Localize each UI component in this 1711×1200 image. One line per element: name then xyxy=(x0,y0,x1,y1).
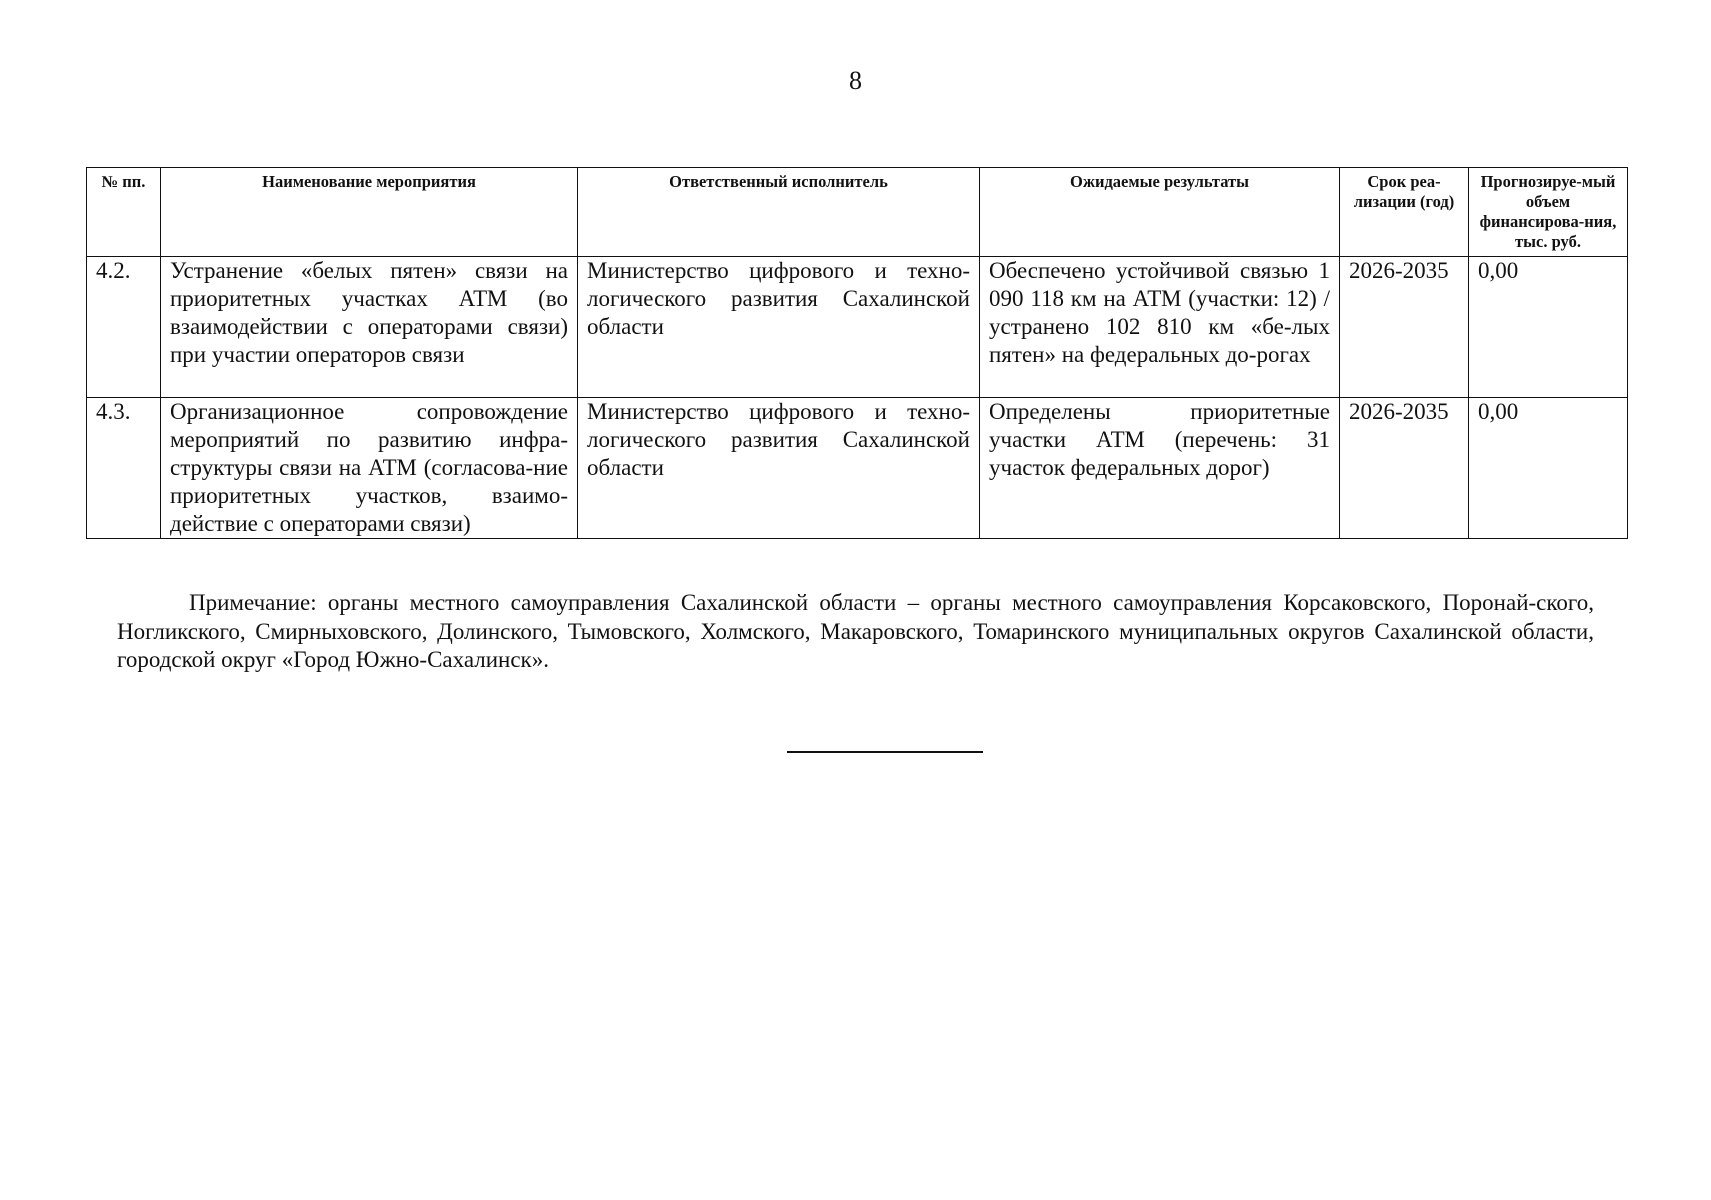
header-period: Срок реа-лизации (год) xyxy=(1340,168,1469,257)
activities-table xyxy=(86,167,1628,539)
cell-results: Определены приоритетные участки АТМ (перечень: 31 участок федеральных дорог) xyxy=(980,398,1340,539)
cell-num: 4.3. xyxy=(87,398,161,539)
cell-executor: Министерство цифрового и техно-логического развития Сахалинской области xyxy=(578,398,980,539)
table-row xyxy=(87,398,1628,539)
page-number: 8 xyxy=(849,66,862,95)
cell-period: 2026-2035 xyxy=(1340,398,1469,539)
header-name: Наименование мероприятия xyxy=(161,168,578,257)
header-executor: Ответственный исполнитель xyxy=(578,168,980,257)
header-num: № пп. xyxy=(87,168,161,257)
cell-period: 2026-2035 xyxy=(1340,257,1469,398)
header-results: Ожидаемые результаты xyxy=(980,168,1340,257)
table-row xyxy=(87,257,1628,398)
closing-divider xyxy=(787,751,983,753)
cell-executor: Министерство цифрового и техно-логического развития Сахалинской области xyxy=(578,257,980,398)
cell-name: Организационное сопровождение мероприятий по развитию инфра-структуры связи на АТМ (согласова-ние приоритетных участков, взаимо-действие с операторами связи) xyxy=(161,398,578,539)
header-funding: Прогнозируе-мый объем финансирова-ния, тыс. руб. xyxy=(1469,168,1628,257)
cell-funding: 0,00 xyxy=(1469,257,1628,398)
cell-name: Устранение «белых пятен» связи на приоритетных участках АТМ (во взаимодействии с операторами связи) при участии операторов связи xyxy=(161,257,578,398)
cell-num: 4.2. xyxy=(87,257,161,398)
cell-funding: 0,00 xyxy=(1469,398,1628,539)
table-header-row xyxy=(87,168,1628,257)
footnote: Примечание: органы местного самоуправления Сахалинской области – органы местного самоуправления Корсаковского, Поронай-ского, Ногликского, Смирныховского, Долинского, Тымовского, Холмского, Макаровского, Томаринского муниципальных округов Сахалинской области, городской округ «Город Южно-Сахалинск». xyxy=(117,590,1594,672)
cell-results: Обеспечено устойчивой связью 1 090 118 км на АТМ (участки: 12) / устранено 102 810 км «бе-лых пятен» на федеральных до-рогах xyxy=(980,257,1340,398)
